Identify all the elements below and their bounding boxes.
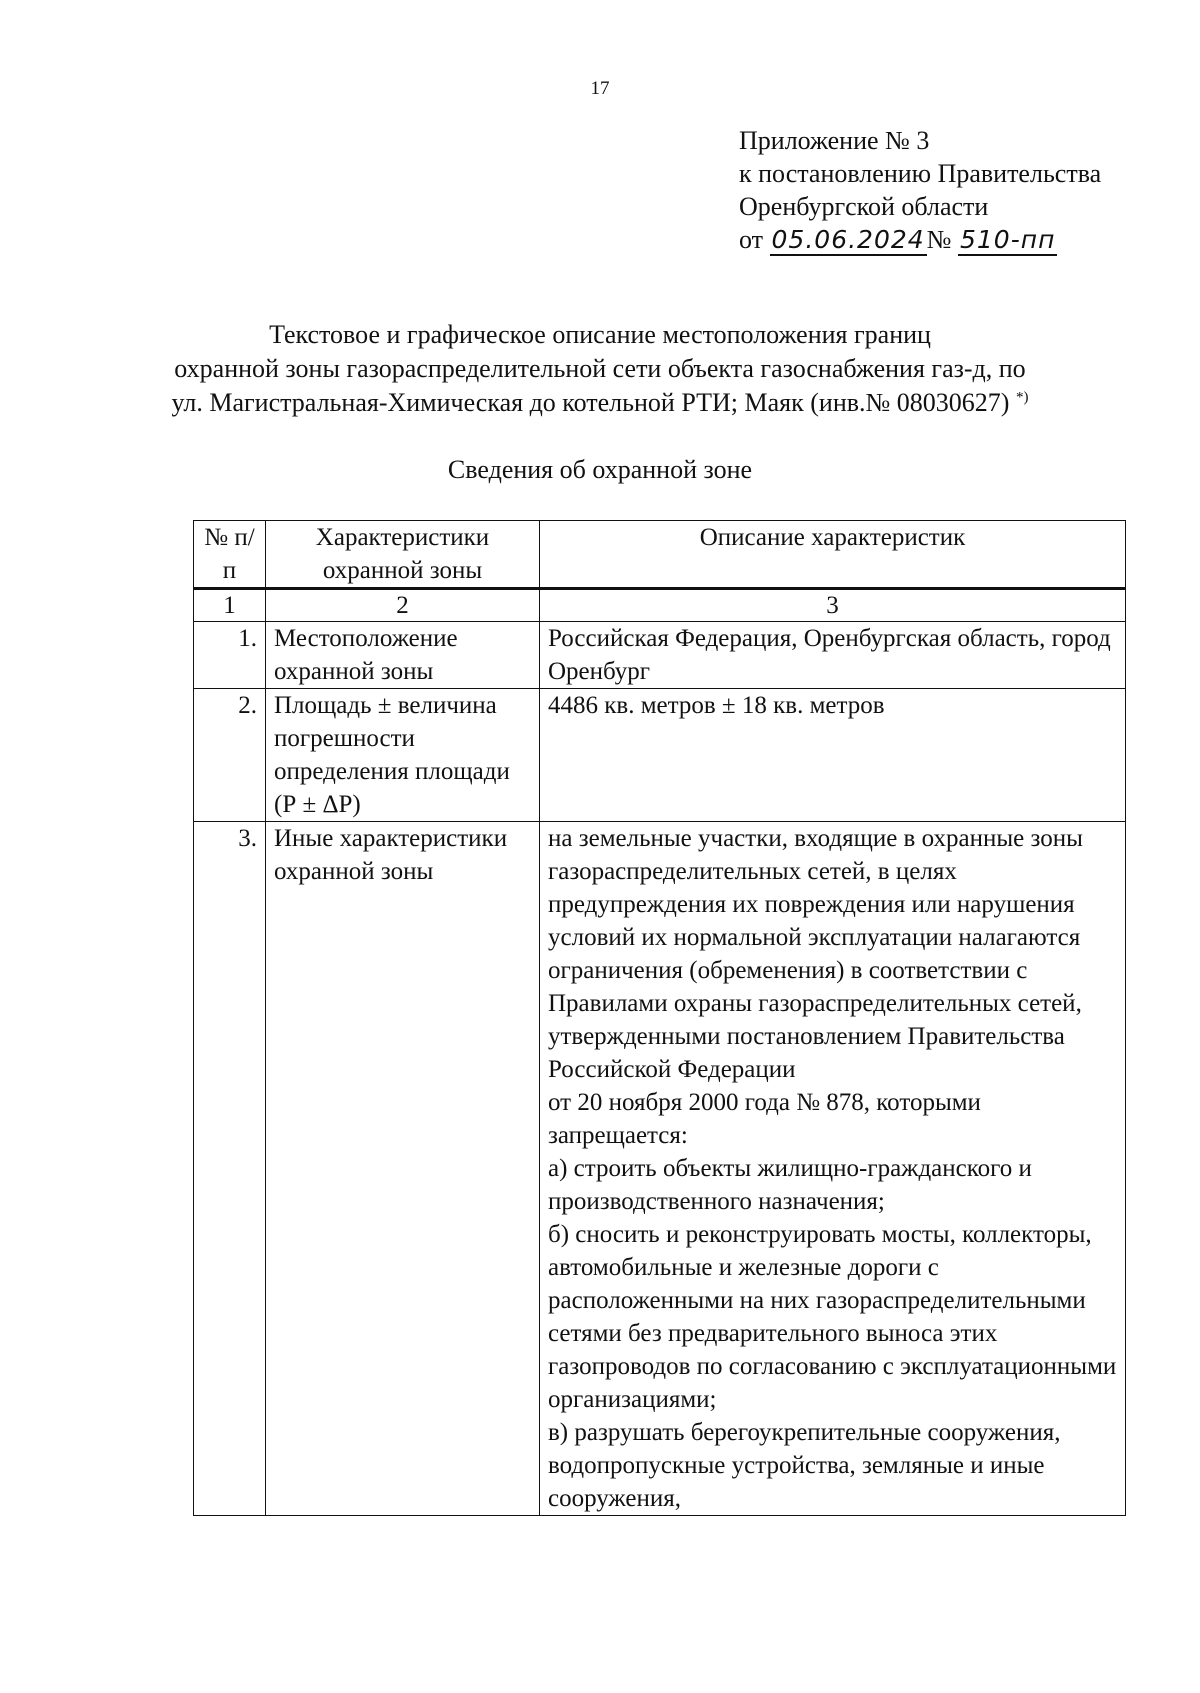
footnote-mark: *)	[1015, 389, 1029, 406]
row-number: 2.	[194, 689, 266, 822]
document-title	[0, 318, 1200, 420]
appendix-line-3: Оренбургской области	[739, 192, 989, 221]
from-label: от	[739, 225, 764, 254]
table-row	[194, 622, 1126, 689]
page-number: 17	[590, 78, 610, 99]
handwritten-number: 510-пп	[959, 225, 1056, 254]
header-number: № п/п	[194, 521, 266, 589]
title-line-1: Текстовое и графическое описание местоположения границ	[269, 320, 931, 349]
column-number-row	[194, 589, 1126, 622]
column-number-1: 1	[194, 589, 266, 622]
section-subtitle: Сведения об охранной зоне	[447, 455, 753, 484]
column-number-3: 3	[540, 589, 1126, 622]
appendix-line-2: к постановлению Правительства	[739, 159, 1102, 188]
description-paragraph: от 20 ноября 2000 года № 878, которыми запрещается:	[548, 1089, 981, 1149]
title-line-3-text: ул. Магистральная-Химическая до котельной РТИ; Маяк (инв.№ 08030627)	[171, 388, 1010, 417]
appendix-block	[739, 124, 1101, 256]
title-line-3	[0, 386, 1200, 420]
row-number: 3.	[194, 822, 266, 1516]
row-characteristic: Иные характеристики охранной зоны	[266, 822, 540, 1516]
title-line-2: охранной зоны газораспределительной сети объекта газоснабжения газ-д, по	[174, 354, 1026, 383]
table-row	[194, 689, 1126, 822]
zone-info-table	[193, 520, 1126, 1516]
table-header-row	[194, 521, 1126, 589]
row-description	[540, 822, 1126, 1516]
row-description: 4486 кв. метров ± 18 кв. метров	[540, 689, 1126, 822]
table-row	[194, 822, 1126, 1516]
header-characteristic: Характеристики охранной зоны	[266, 521, 540, 589]
number-sign: №	[926, 225, 952, 254]
column-number-2: 2	[266, 589, 540, 622]
row-number: 1.	[194, 622, 266, 689]
description-paragraph: в) разрушать берегоукрепительные сооружения, водопропускные устройства, земляные и иные сооружения,	[548, 1419, 1061, 1512]
header-description: Описание характеристик	[540, 521, 1126, 589]
row-characteristic: Площадь ± величина погрешности определения площади (Р ± ΔР)	[266, 689, 540, 822]
row-description: Российская Федерация, Оренбургская область, город Оренбург	[540, 622, 1126, 689]
handwritten-date: 05.06.2024	[771, 225, 925, 254]
description-paragraph: а) строить объекты жилищно-гражданского и производственного назначения;	[548, 1155, 1032, 1215]
description-paragraph: б) сносить и реконструировать мосты, коллекторы, автомобильные и железные дороги с расположенными на них газораспределительными сетями без предварительного выноса этих газопроводов по согласованию с эксплуатационными организациями;	[548, 1221, 1117, 1413]
appendix-date-line	[739, 223, 1101, 256]
row-characteristic: Местоположение охранной зоны	[266, 622, 540, 689]
description-paragraph: на земельные участки, входящие в охранные зоны газораспределительных сетей, в целях предупреждения их повреждения или нарушения условий их нормальной эксплуатации налагаются ограничения (обременения) в соответствии с Правилами охраны газораспределительных сетей, утвержденными постановлением Правительства Российской Федерации	[548, 825, 1083, 1083]
appendix-line-1: Приложение № 3	[739, 126, 930, 155]
